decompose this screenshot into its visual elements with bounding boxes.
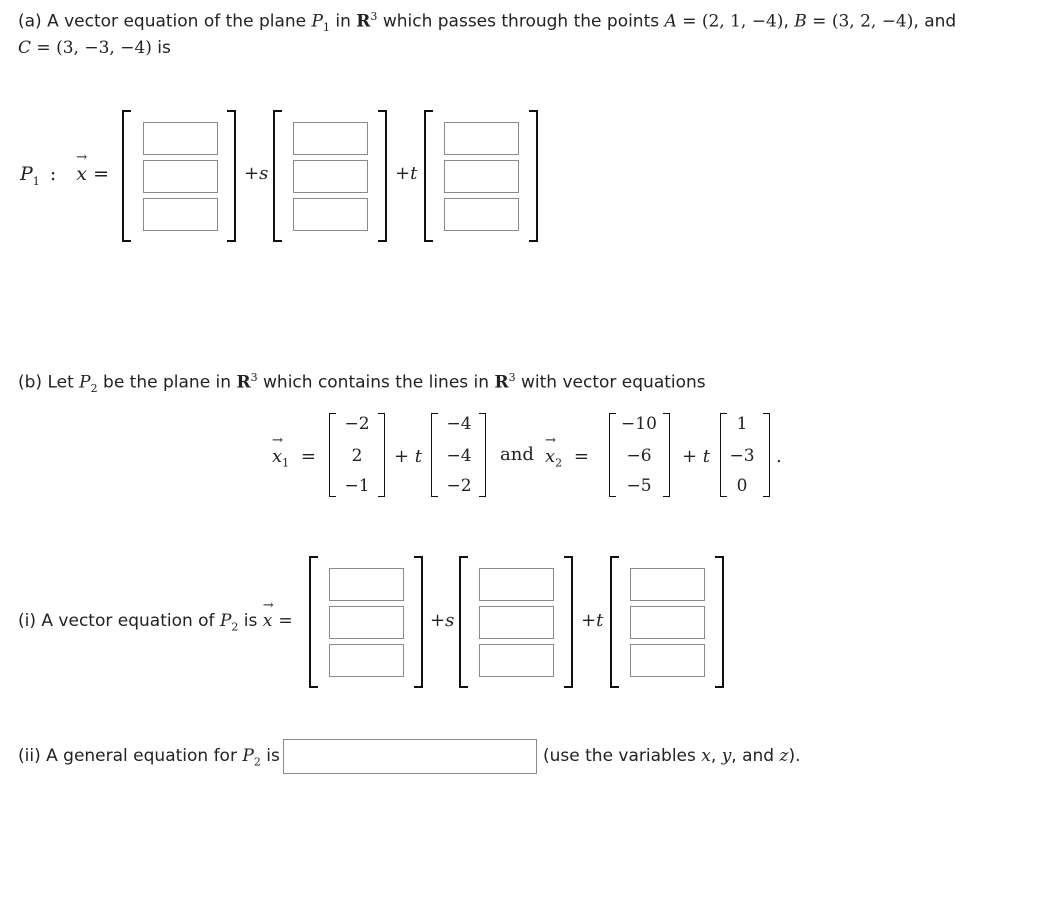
line1-dir-z: −2 bbox=[446, 476, 472, 496]
p2-plus-t: +t bbox=[581, 610, 604, 631]
p1-dir1-z-input[interactable] bbox=[293, 198, 368, 231]
plane-p2-symbol: P bbox=[79, 372, 91, 393]
line2-equals: = bbox=[573, 446, 589, 467]
part-b-mid: be the plane in bbox=[97, 372, 237, 393]
line2-point-y: −6 bbox=[626, 446, 652, 466]
line1-dir-x: −4 bbox=[446, 414, 472, 434]
p2-dir1-z-input[interactable] bbox=[479, 644, 554, 677]
p1-lhs-colon: : bbox=[49, 163, 57, 185]
point-c-label: C bbox=[18, 38, 32, 58]
part-a-is: is bbox=[151, 38, 171, 58]
q1-plane: P bbox=[219, 611, 232, 631]
p1-lhs-equals: = bbox=[93, 163, 109, 185]
bracket-right bbox=[227, 110, 236, 242]
point-c-value: (3, −3, −4) bbox=[56, 38, 152, 58]
line1-point-y: 2 bbox=[351, 446, 363, 466]
bracket-right bbox=[715, 556, 724, 688]
line2-dir-z: 0 bbox=[736, 476, 748, 496]
part-b-let: (b) Let bbox=[18, 372, 80, 393]
var-z: z bbox=[779, 746, 789, 766]
p1-dir1-y-input[interactable] bbox=[293, 160, 368, 193]
line2-period: . bbox=[776, 446, 782, 467]
p1-plus-s: +s bbox=[244, 163, 269, 184]
line1-point-x: −2 bbox=[344, 414, 370, 434]
p2-dir2-z-input[interactable] bbox=[630, 644, 705, 677]
part-a-intro: (a) A vector equation of the plane bbox=[18, 11, 312, 32]
plane-p1-symbol: P bbox=[311, 11, 323, 32]
line1-plus-t: + t bbox=[394, 446, 423, 467]
part-a-line2: C = (3, −3, −4) is bbox=[18, 38, 171, 58]
part-a-and: , and bbox=[913, 11, 957, 32]
bracket-right bbox=[378, 110, 387, 242]
part-b-intro bbox=[18, 371, 706, 395]
bracket-left bbox=[122, 110, 131, 242]
p1-point-x-input[interactable] bbox=[143, 122, 218, 155]
bracket-left bbox=[459, 556, 468, 688]
q2-plane: P bbox=[242, 746, 254, 766]
point-a-label: A bbox=[664, 11, 677, 32]
p1-lhs-plane: P bbox=[20, 163, 33, 185]
p2-dir1-x-input[interactable] bbox=[479, 568, 554, 601]
q1-equals: = bbox=[278, 611, 293, 631]
p2-dir1-y-input[interactable] bbox=[479, 606, 554, 639]
p1-dir2-x-input[interactable] bbox=[444, 122, 519, 155]
bracket-left bbox=[273, 110, 282, 242]
p2-point-y-input[interactable] bbox=[329, 606, 404, 639]
space-r-symbol: R bbox=[356, 11, 371, 32]
part-a-line1: (a) A vector equation of the plane $P_1$ in $R^3$ which passes through the points A = (2, 1, −4), B = (3, 2, −4), and bbox=[18, 10, 957, 35]
p1-plus-t: +t bbox=[395, 163, 418, 184]
p2-dir2-x-input[interactable] bbox=[630, 568, 705, 601]
p1-point-y-input[interactable] bbox=[143, 160, 218, 193]
plane-p1-sub: 1 bbox=[322, 21, 330, 35]
p1-dir1-x-input[interactable] bbox=[293, 122, 368, 155]
p2-plus-s: +s bbox=[430, 610, 455, 631]
point-b-value: (3, 2, −4) bbox=[831, 11, 914, 32]
var-y: y bbox=[721, 746, 732, 766]
p1-dir2-y-input[interactable] bbox=[444, 160, 519, 193]
line1-var: → x bbox=[272, 446, 282, 467]
p1-dir2-z-input[interactable] bbox=[444, 198, 519, 231]
bracket-right bbox=[529, 110, 538, 242]
p1-lhs-x: → x bbox=[76, 163, 87, 185]
q2-hint-prefix: (use the variables bbox=[543, 746, 702, 766]
line1-point-z: −1 bbox=[344, 476, 370, 496]
line2-lhs bbox=[545, 446, 589, 470]
q1-is: is bbox=[238, 611, 263, 631]
q2-text: (ii) A general equation for bbox=[18, 746, 243, 766]
line2-point-z: −5 bbox=[626, 476, 652, 496]
q2-hint-suffix: ). bbox=[788, 746, 801, 766]
line2-plus-t: + t bbox=[682, 446, 711, 467]
bracket-right bbox=[378, 413, 385, 497]
p1-point-z-input[interactable] bbox=[143, 198, 218, 231]
line2-sub: 2 bbox=[555, 456, 563, 470]
line1-sub: 1 bbox=[282, 456, 290, 470]
part-a-in: in bbox=[329, 11, 357, 32]
q1-label bbox=[18, 611, 293, 633]
q2-hint-and: , and bbox=[731, 746, 780, 766]
line2-dir-y: −3 bbox=[729, 446, 755, 466]
line1-lhs bbox=[272, 446, 316, 470]
bracket-left bbox=[610, 556, 619, 688]
p2-point-z-input[interactable] bbox=[329, 644, 404, 677]
space-r-symbol: R bbox=[494, 372, 509, 393]
space-exp: 3 bbox=[508, 371, 516, 384]
space-exp: 3 bbox=[250, 371, 258, 384]
space-r-symbol: R bbox=[236, 372, 251, 393]
bracket-left bbox=[424, 110, 433, 242]
general-equation-input[interactable] bbox=[283, 739, 537, 774]
point-b-label: B bbox=[794, 11, 807, 32]
q2-sub: 2 bbox=[253, 755, 261, 769]
bracket-right bbox=[763, 413, 770, 497]
plane-p2-sub: 2 bbox=[90, 382, 98, 396]
bracket-right bbox=[414, 556, 423, 688]
q2-label bbox=[18, 746, 280, 768]
line2-var: → x bbox=[545, 446, 555, 467]
q1-sub: 2 bbox=[231, 620, 239, 634]
line1-equals: = bbox=[300, 446, 316, 467]
q2-is: is bbox=[260, 746, 280, 766]
point-a-value: (2, 1, −4) bbox=[701, 11, 784, 32]
part-b-suffix: with vector equations bbox=[515, 372, 706, 393]
part-b-mid2: which contains the lines in bbox=[257, 372, 495, 393]
and-word: and bbox=[500, 444, 534, 465]
q1-x: → x bbox=[263, 611, 273, 631]
p2-dir2-y-input[interactable] bbox=[630, 606, 705, 639]
q2-hint: (use the variables x, y, and z). bbox=[543, 746, 801, 766]
space-exp: 3 bbox=[370, 10, 378, 23]
line2-dir-x: 1 bbox=[736, 414, 748, 434]
p1-lhs-sub: 1 bbox=[32, 174, 40, 188]
var-x: x bbox=[701, 746, 711, 766]
part-a-points-intro: which passes through the points bbox=[377, 11, 665, 32]
p2-point-x-input[interactable] bbox=[329, 568, 404, 601]
line2-point-x: −10 bbox=[621, 414, 657, 434]
bracket-right bbox=[663, 413, 670, 497]
p1-equation-lhs bbox=[20, 163, 109, 188]
bracket-left bbox=[309, 556, 318, 688]
q1-text: (i) A vector equation of bbox=[18, 611, 220, 631]
line1-dir-y: −4 bbox=[446, 446, 472, 466]
bracket-right bbox=[479, 413, 486, 497]
bracket-right bbox=[564, 556, 573, 688]
